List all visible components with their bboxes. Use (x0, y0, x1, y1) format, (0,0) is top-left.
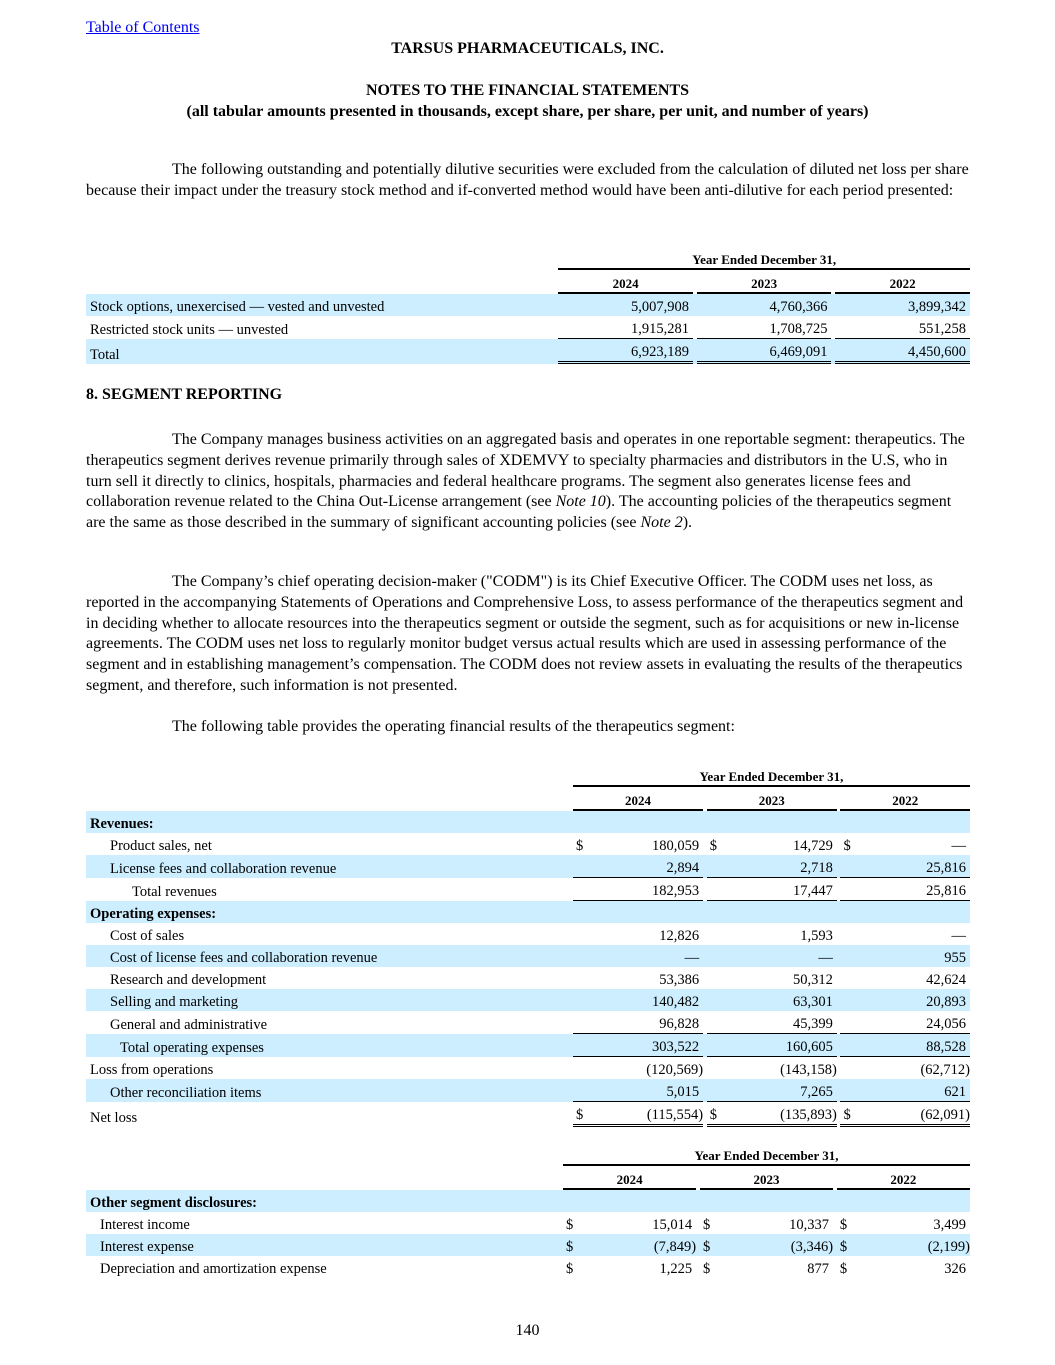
value-cell: 160,605 (723, 1034, 837, 1057)
value-cell: (3,346) (717, 1234, 833, 1256)
note-2-reference: Note 2 (640, 514, 683, 532)
currency-symbol: $ (839, 1261, 848, 1277)
table-row (86, 923, 970, 945)
value-cell: 1,708,725 (713, 316, 831, 339)
currency-symbol: $ (700, 1234, 717, 1256)
value-cell: 14,729 (792, 838, 833, 854)
value-cell: 4,760,366 (713, 294, 831, 316)
currency-symbol: $ (566, 1217, 574, 1233)
table-row (86, 945, 970, 967)
currency-symbol: $ (573, 1102, 589, 1127)
value-cell: 303,522 (589, 1034, 703, 1057)
value-cell: 4,450,600 (852, 339, 970, 364)
table-row (86, 1057, 970, 1079)
value-cell: 42,624 (926, 972, 966, 988)
value-cell: 17,447 (723, 878, 837, 901)
value-cell: (62,712) (920, 1062, 970, 1078)
value-cell: (62,091) (857, 1102, 970, 1127)
row-label: General and administrative (110, 1017, 268, 1033)
row-label: Total operating expenses (86, 1034, 573, 1057)
table-row (86, 294, 970, 316)
segment-paragraph-2: The Company’s chief operating decision-maker ("CODM") is its Chief Executive Officer. The CODM uses net loss, as reported in the accompanying Statements of Operations and Comprehensive Loss, to assess performance of the therapeutics segment and in deciding whether to allocate resources into the therapeutics segment or outside the segment, such as for acquisitions or new in-license agreements. The CODM uses net loss to regularly monitor budget versus actual results which are used in assessing performance of the segment and in establishing management’s compensation. The CODM does not review assets in evaluating the results of the therapeutics segment, and therefore, such information is not presented. (86, 573, 964, 694)
value-cell: 10,337 (789, 1217, 830, 1233)
value-cell: (2,199) (854, 1234, 970, 1256)
row-label: Cost of license fees and collaboration revenue (86, 945, 573, 967)
note-10-reference: Note 10 (555, 493, 606, 511)
year-header: 2022 (835, 270, 970, 294)
value-cell: 1,915,281 (575, 316, 693, 339)
notes-title: NOTES TO THE FINANCIAL STATEMENTS (365, 82, 690, 99)
table-row (86, 1212, 970, 1234)
value-cell: 182,953 (589, 878, 703, 901)
value-cell: — (723, 945, 837, 967)
table-row (86, 1034, 970, 1057)
value-cell: — (589, 945, 703, 967)
notes-subtitle: (all tabular amounts presented in thousands, except share, per share, per unit, and number of years) (186, 103, 869, 120)
value-cell: — (951, 928, 966, 944)
value-cell: 53,386 (659, 972, 700, 988)
value-cell: 1,225 (659, 1261, 693, 1277)
other-disclosures-table (86, 1142, 970, 1278)
row-label: Restricted stock units — unvested (90, 322, 289, 338)
currency-symbol: $ (566, 1261, 574, 1277)
value-cell: 24,056 (857, 1011, 970, 1034)
value-cell: 25,816 (857, 855, 970, 878)
currency-symbol: $ (840, 1102, 856, 1127)
value-cell: 20,893 (857, 989, 970, 1011)
year-header: 2023 (707, 787, 837, 811)
value-cell: 551,258 (852, 316, 970, 339)
intro-paragraph: The following outstanding and potentially dilutive securities were excluded from the calculation of diluted net loss per share because their impact under the treasury stock method and if-converted method would have been anti-dilutive for each period presented: (86, 161, 969, 199)
row-label: Total (86, 339, 558, 364)
row-label: Other reconciliation items (86, 1079, 573, 1102)
period-header: Year Ended December 31, (563, 1142, 970, 1166)
value-cell: 140,482 (589, 989, 703, 1011)
section-row (86, 901, 970, 923)
year-header: 2022 (840, 787, 970, 811)
row-label: Product sales, net (110, 838, 212, 854)
period-header: Year Ended December 31, (573, 763, 970, 787)
segment-results-table (86, 763, 970, 1127)
table-row (86, 1234, 970, 1256)
value-cell: (115,554) (589, 1102, 703, 1127)
value-cell: 6,923,189 (575, 339, 693, 364)
value-cell: — (951, 838, 966, 854)
value-cell: (143,158) (780, 1062, 837, 1078)
value-cell: 45,399 (723, 1011, 837, 1034)
row-label: Loss from operations (90, 1062, 214, 1078)
segment-paragraph-1: The Company manages business activities on an aggregated basis and operates in one reportable segment: therapeutics. The therapeutics segment derives revenue primarily through sales of XDEMVY to specialty pharmacies and distributors in the U.S, who in turn sell it directly to clinics, hospitals, pharmacies and federal healthcare programs. The segment also generates license fees and collaboration revenue related to the China Out-License arrangement (see Note 10). The accounting policies of the therapeutics segment are the same as those described in the summary of significant accounting policies (see Note 2). (86, 431, 965, 532)
value-cell: 50,312 (792, 972, 833, 988)
currency-symbol: $ (575, 838, 584, 854)
table-row (86, 878, 970, 901)
year-header: 2022 (837, 1166, 970, 1190)
table-row (86, 855, 970, 878)
section-row (86, 1190, 970, 1212)
row-label: Interest expense (86, 1234, 563, 1256)
row-label: Interest income (100, 1217, 190, 1233)
value-cell: 5,007,908 (575, 294, 693, 316)
value-cell: 2,718 (723, 855, 837, 878)
year-header: 2023 (700, 1166, 833, 1190)
value-cell: (135,893) (723, 1102, 837, 1127)
currency-symbol: $ (563, 1234, 580, 1256)
table-row (86, 967, 970, 989)
value-cell: 180,059 (651, 838, 700, 854)
dilutive-securities-table (86, 246, 970, 364)
currency-symbol: $ (837, 1234, 854, 1256)
table-row (86, 339, 970, 364)
section-heading: 8. SEGMENT REPORTING (86, 386, 283, 403)
currency-symbol: $ (702, 1261, 711, 1277)
value-cell: 12,826 (659, 928, 700, 944)
table-row (86, 1256, 970, 1278)
row-label: Cost of sales (110, 928, 185, 944)
value-cell: 2,894 (589, 855, 703, 878)
period-header: Year Ended December 31, (558, 246, 970, 270)
row-label: Other segment disclosures: (86, 1190, 970, 1212)
value-cell: 5,015 (589, 1079, 703, 1102)
value-cell: 3,499 (933, 1217, 966, 1233)
row-label: Research and development (110, 972, 267, 988)
value-cell: (7,849) (580, 1234, 696, 1256)
value-cell: 96,828 (589, 1011, 703, 1034)
value-cell: 877 (807, 1261, 830, 1277)
currency-symbol: $ (702, 1217, 711, 1233)
value-cell: 88,528 (857, 1034, 970, 1057)
year-header: 2024 (563, 1166, 696, 1190)
company-name: TARSUS PHARMACEUTICALS, INC. (391, 40, 664, 57)
value-cell: 7,265 (723, 1079, 837, 1102)
value-cell: 326 (944, 1261, 966, 1277)
segment-paragraph-3: The following table provides the operating financial results of the therapeutics segment: (172, 718, 735, 735)
year-header: 2024 (558, 270, 693, 294)
value-cell: 6,469,091 (713, 339, 831, 364)
value-cell: 3,899,342 (852, 294, 970, 316)
table-row (86, 833, 970, 855)
row-label: Total revenues (132, 884, 217, 900)
currency-symbol: $ (843, 838, 851, 854)
row-label: Depreciation and amortization expense (100, 1261, 327, 1277)
value-cell: 621 (857, 1079, 970, 1102)
table-row (86, 989, 970, 1011)
row-label: Selling and marketing (86, 989, 573, 1011)
row-label: Operating expenses: (86, 901, 970, 923)
currency-symbol: $ (839, 1217, 848, 1233)
value-cell: 63,301 (723, 989, 837, 1011)
row-label: Stock options, unexercised — vested and unvested (86, 294, 558, 316)
row-label: Net loss (90, 1110, 138, 1126)
page-number: 140 (515, 1322, 540, 1339)
table-of-contents-link[interactable]: Table of Contents (86, 19, 200, 36)
table-row (86, 1011, 970, 1034)
row-label: Revenues: (86, 811, 970, 833)
value-cell: 25,816 (857, 878, 970, 901)
value-cell: (120,569) (646, 1062, 704, 1078)
value-cell: 15,014 (652, 1217, 693, 1233)
value-cell: 955 (857, 945, 970, 967)
value-cell: 1,593 (800, 928, 833, 944)
year-header: 2023 (697, 270, 832, 294)
table-row (86, 316, 970, 339)
section-row (86, 811, 970, 833)
table-row (86, 1102, 970, 1127)
currency-symbol: $ (709, 838, 717, 854)
row-label: License fees and collaboration revenue (86, 855, 573, 878)
year-header: 2024 (573, 787, 703, 811)
currency-symbol: $ (707, 1102, 723, 1127)
table-row (86, 1079, 970, 1102)
